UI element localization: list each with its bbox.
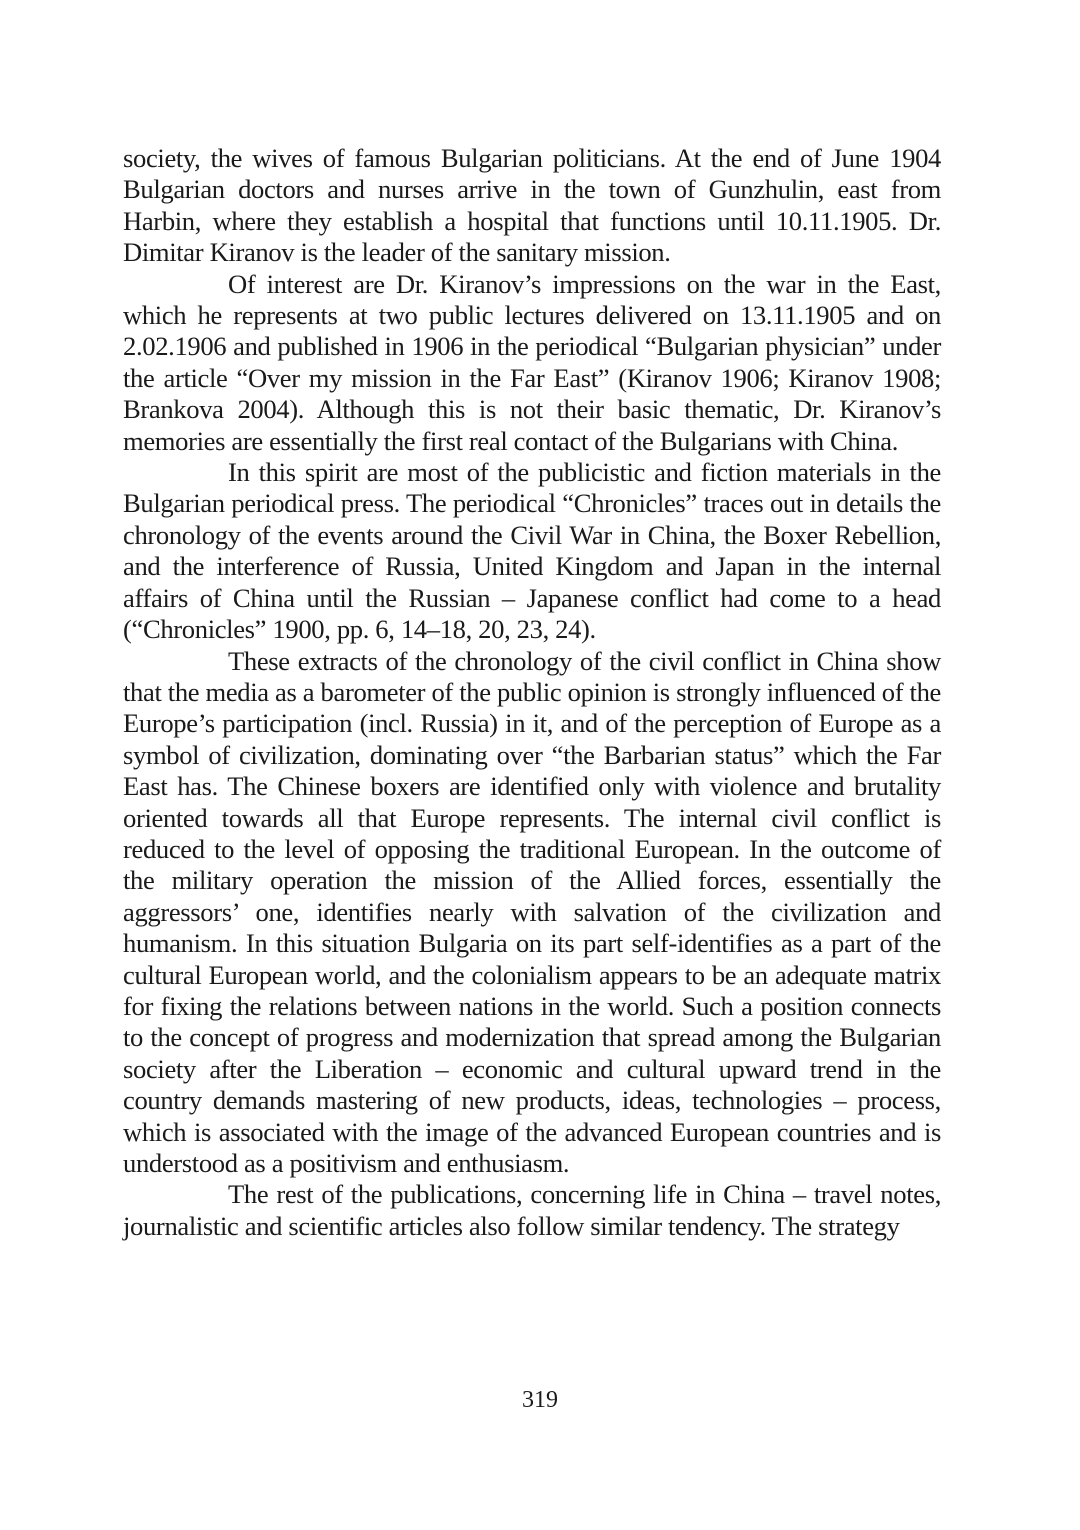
page-body [123,143,941,1242]
paragraph-continuation: society, the wives of famous Bulgarian politicians. At the end of June 1904 Bulgarian doctors and nurses arrive in the town of Gunzhulin, east from Harbin, where they establish a hospital that functions until 10.11.1905. Dr. Dimitar Kiranov is the leader of the sanitary mission. [123,143,941,268]
paragraph-periodical-press: In this spirit are most of the publicistic and fiction materials in the Bulgarian periodical press. The periodical “Chronicles” traces out in details the chronology of the events around the Civil War in China, the Boxer Rebellion, and the interference of Russia, United Kingdom and Japan in the internal affairs of China until the Russian – Japanese conflict had come to a head (“Chronicles” 1900, pp. 6, 14–18, 20, 23, 24). [123,457,941,645]
paragraph-chronology-extracts: These extracts of the chronology of the civil conflict in China show that the media as a barometer of the public opinion is strongly influenced of the Europe’s participation (incl. Russia) in it, and of the perception of Europe as a symbol of civilization, dominating over “the Barbarian status” which the Far East has. The Chinese boxers are identified only with violence and brutality oriented towards all that Europe represents. The internal civil conflict is reduced to the level of opposing the traditional European. In the outcome of the military operation the mission of the Allied forces, essentially the aggressors’ one, identifies nearly with salvation of the civilization and humanism. In this situation Bulgaria on its part self-identifies as a part of the cultural European world, and the colonialism appears to be an adequate matrix for fixing the relations between nations in the world. Such a position connects to the concept of progress and modernization that spread among the Bulgarian society after the Liberation – economic and cultural upward trend in the country demands mastering of new products, ideas, technologies – process, which is associated with the image of the advanced European countries and is understood as a positivism and enthusiasm. [123,645,941,1178]
paragraph-rest-of-publications: The rest of the publications, concerning life in China – travel notes, journalistic and scientific articles also follow similar tendency. The strategy [123,1179,941,1241]
page-number: 319 [522,1387,558,1413]
paragraph-kiranov-impressions: Of interest are Dr. Kiranov’s impressions on the war in the East, which he represents at two public lectures delivered on 13.11.1905 and on 2.02.1906 and published in 1906 in the periodical “Bulgarian physician” under the article “Over my mission in the Far East” (Kiranov 1906; Kiranov 1908; Brankova 2004). Although this is not their basic thematic, Dr. Kiranov’s memories are essentially the first real contact of the Bulgarians with China. [123,268,941,456]
